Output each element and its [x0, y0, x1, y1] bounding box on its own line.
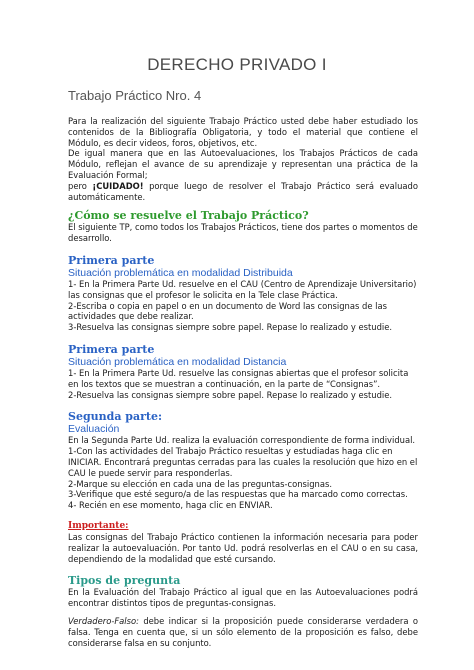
- part1b-subheading: Situación problemática en modalidad Distancia: [68, 355, 287, 368]
- part1b-line-1: 1- En la Primera Parte Ud. resuelve las consignas abiertas que el profesor solicita en los textos que se muestran a continuación, en la parte de “Consignas”.: [68, 367, 409, 389]
- warning-prefix: pero: [68, 180, 87, 191]
- document-subtitle: Trabajo Práctico Nro. 4: [68, 88, 202, 103]
- part1a-line-2: 2-Escriba o copia en papel o en un documento de Word las consignas de las actividades que debe realizar.: [68, 300, 387, 322]
- part1b-line-2: 2-Resuelva las consignas siempre sobre papel. Repase lo realizado y estudie.: [68, 389, 393, 400]
- document-body: [68, 116, 418, 648]
- part2-line-3: 2-Marque su elección en cada una de las preguntas-consignas.: [68, 478, 333, 489]
- how-heading: ¿Cómo se resuelve el Trabajo Práctico?: [68, 209, 309, 223]
- vf-label: Verdadero-Falso:: [68, 615, 139, 626]
- part1b-heading: Primera parte: [68, 342, 155, 356]
- part2-subheading: Evaluación: [68, 423, 120, 436]
- part2-line-1: En la Segunda Parte Ud. realiza la evaluación correspondiente de forma individual.: [68, 435, 416, 446]
- how-text: El siguiente TP, como todos los Trabajos Prácticos, tiene dos partes o momentos de desarrollo.: [68, 222, 418, 244]
- important-text: Las consignas del Trabajo Práctico contienen la información necesaria para poder realizar la autoevaluación. Por tanto Ud. podrá resolverlas en el CAU o en su casa, dependiendo de la modalidad que esté cursando.: [68, 531, 418, 564]
- document-title: DERECHO PRIVADO I: [147, 55, 327, 74]
- vf-paragraph: [68, 616, 418, 648]
- types-text: En la Evaluación del Trabajo Práctico al igual que en las Autoevaluaciones podrá encontrar distintos tipos de preguntas-consignas.: [68, 587, 418, 609]
- part1a-line-3: 3-Resuelva las consignas siempre sobre papel. Repase lo realizado y estudie.: [68, 322, 393, 333]
- part1a-subheading: Situación problemática en modalidad Distribuida: [68, 266, 293, 279]
- intro-paragraph-1: Para la realización del siguiente Trabajo Práctico usted debe haber estudiado los contenidos de la Bibliografía Obligatoria, y todo el material que contiene el Módulo, es decir videos, foros, objetivos, etc.: [68, 116, 418, 148]
- part1a-line-1: 1- En la Primera Parte Ud. resuelve en el CAU (Centro de Aprendizaje Universitario) las consignas que el profesor le solicita en la Tele clase Práctica.: [68, 278, 417, 300]
- part2-line-5: 4- Recién en ese momento, haga clic en ENVIAR.: [68, 500, 273, 511]
- important-heading: Importante:: [68, 520, 129, 531]
- intro-paragraph-2: De igual manera que en las Autoevaluaciones, los Trabajos Prácticos de cada Módulo, reflejan el avance de su aprendizaje y representan una práctica de la Evaluación Formal;: [68, 148, 418, 180]
- warning-paragraph: [68, 181, 418, 203]
- part2-heading: Segunda parte:: [68, 410, 163, 424]
- vf-text: debe indicar si la proposición puede considerarse verdadera o falsa. Tenga en cuenta que, si un sólo elemento de la proposición es falso, debe considerarse falsa en su conjunto.: [68, 615, 418, 648]
- types-heading: Tipos de pregunta: [68, 574, 181, 588]
- part2-line-4: 3-Verifique que esté seguro/a de las respuestas que ha marcado como correctas.: [68, 489, 408, 500]
- warning-bold: ¡CUIDADO!: [92, 180, 144, 191]
- part2-line-2: 1-Con las actividades del Trabajo Práctico resueltas y estudiadas haga clic en INICIAR. Encontrará preguntas cerradas para las cuales la resolución que hizo en el CAU le puede servir para responderlas.: [68, 446, 418, 478]
- warning-rest: porque luego de resolver el Trabajo Práctico será evaluado automáticamente.: [68, 180, 418, 202]
- part1a-heading: Primera parte: [68, 253, 155, 267]
